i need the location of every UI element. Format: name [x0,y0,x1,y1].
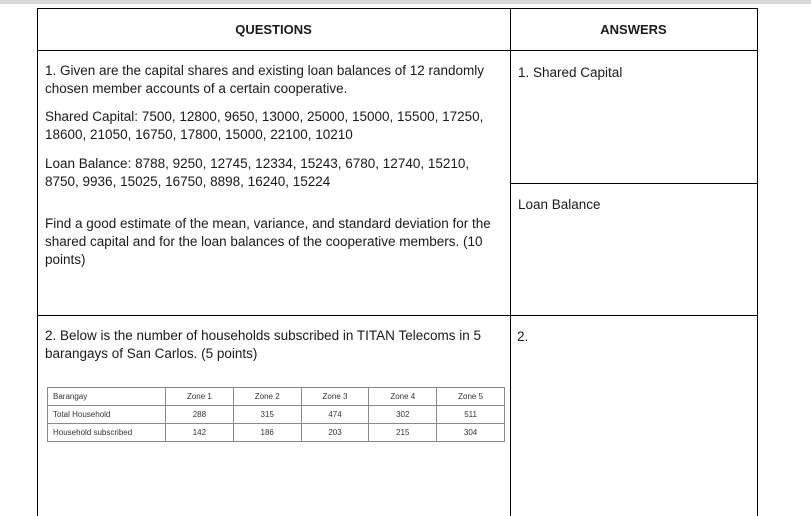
table-cell: 304 [437,424,505,442]
row-divider [37,315,758,316]
table-cell: 288 [166,406,234,424]
table-header-cell: Zone 2 [233,388,301,406]
answer-loan-balance: Loan Balance [518,197,601,212]
table-cell: 315 [233,406,301,424]
answer-shared-capital: 1. Shared Capital [518,65,623,80]
window-top-bar [0,0,811,4]
loan-balance-values: Loan Balance: 8788, 9250, 12745, 12334, 15243, 6780, 12740, 15210, 8750, 9936, 15025, 16750, 8898, 16240, 15224 [45,156,470,189]
question-2-text: 2. Below is the number of households subscribed in TITAN Telecoms in 5 barangays of San Carlos. (5 points) [45,328,481,361]
answer-2: 2. [517,329,529,344]
header-divider [37,50,758,51]
table-header-row [48,388,505,406]
table-header-cell: Zone 4 [369,388,437,406]
column-divider [510,8,511,516]
table-header-cell: Barangay [48,388,166,406]
table-cell: 142 [166,424,234,442]
table-cell: Household subscribed [48,424,166,442]
table-header-cell: Zone 3 [301,388,369,406]
table-cell: 511 [437,406,505,424]
household-table [47,387,505,442]
question-1-intro: 1. Given are the capital shares and existing loan balances of 12 randomly chosen member accounts of a certain cooperative. [45,63,485,96]
table-row [48,424,505,442]
questions-header: QUESTIONS [235,22,312,37]
table-cell: 215 [369,424,437,442]
table-row [48,406,505,424]
table-cell: 302 [369,406,437,424]
shared-capital-values: Shared Capital: 7500, 12800, 9650, 13000, 25000, 15000, 15500, 17250, 18600, 21050, 16750, 17800, 15000, 22100, 10210 [45,109,484,142]
top-border [37,8,758,9]
table-header-cell: Zone 5 [437,388,505,406]
table-cell: 203 [301,424,369,442]
table-cell: Total Household [48,406,166,424]
right-border [757,8,758,516]
answer-divider [510,183,758,184]
table-cell: 474 [301,406,369,424]
table-cell: 186 [233,424,301,442]
left-border [37,8,38,516]
table-header-cell: Zone 1 [166,388,234,406]
answers-header: ANSWERS [600,22,667,37]
question-1-task: Find a good estimate of the mean, variance, and standard deviation for the shared capital and for the loan balances of the cooperative members. (10 points) [45,216,491,267]
